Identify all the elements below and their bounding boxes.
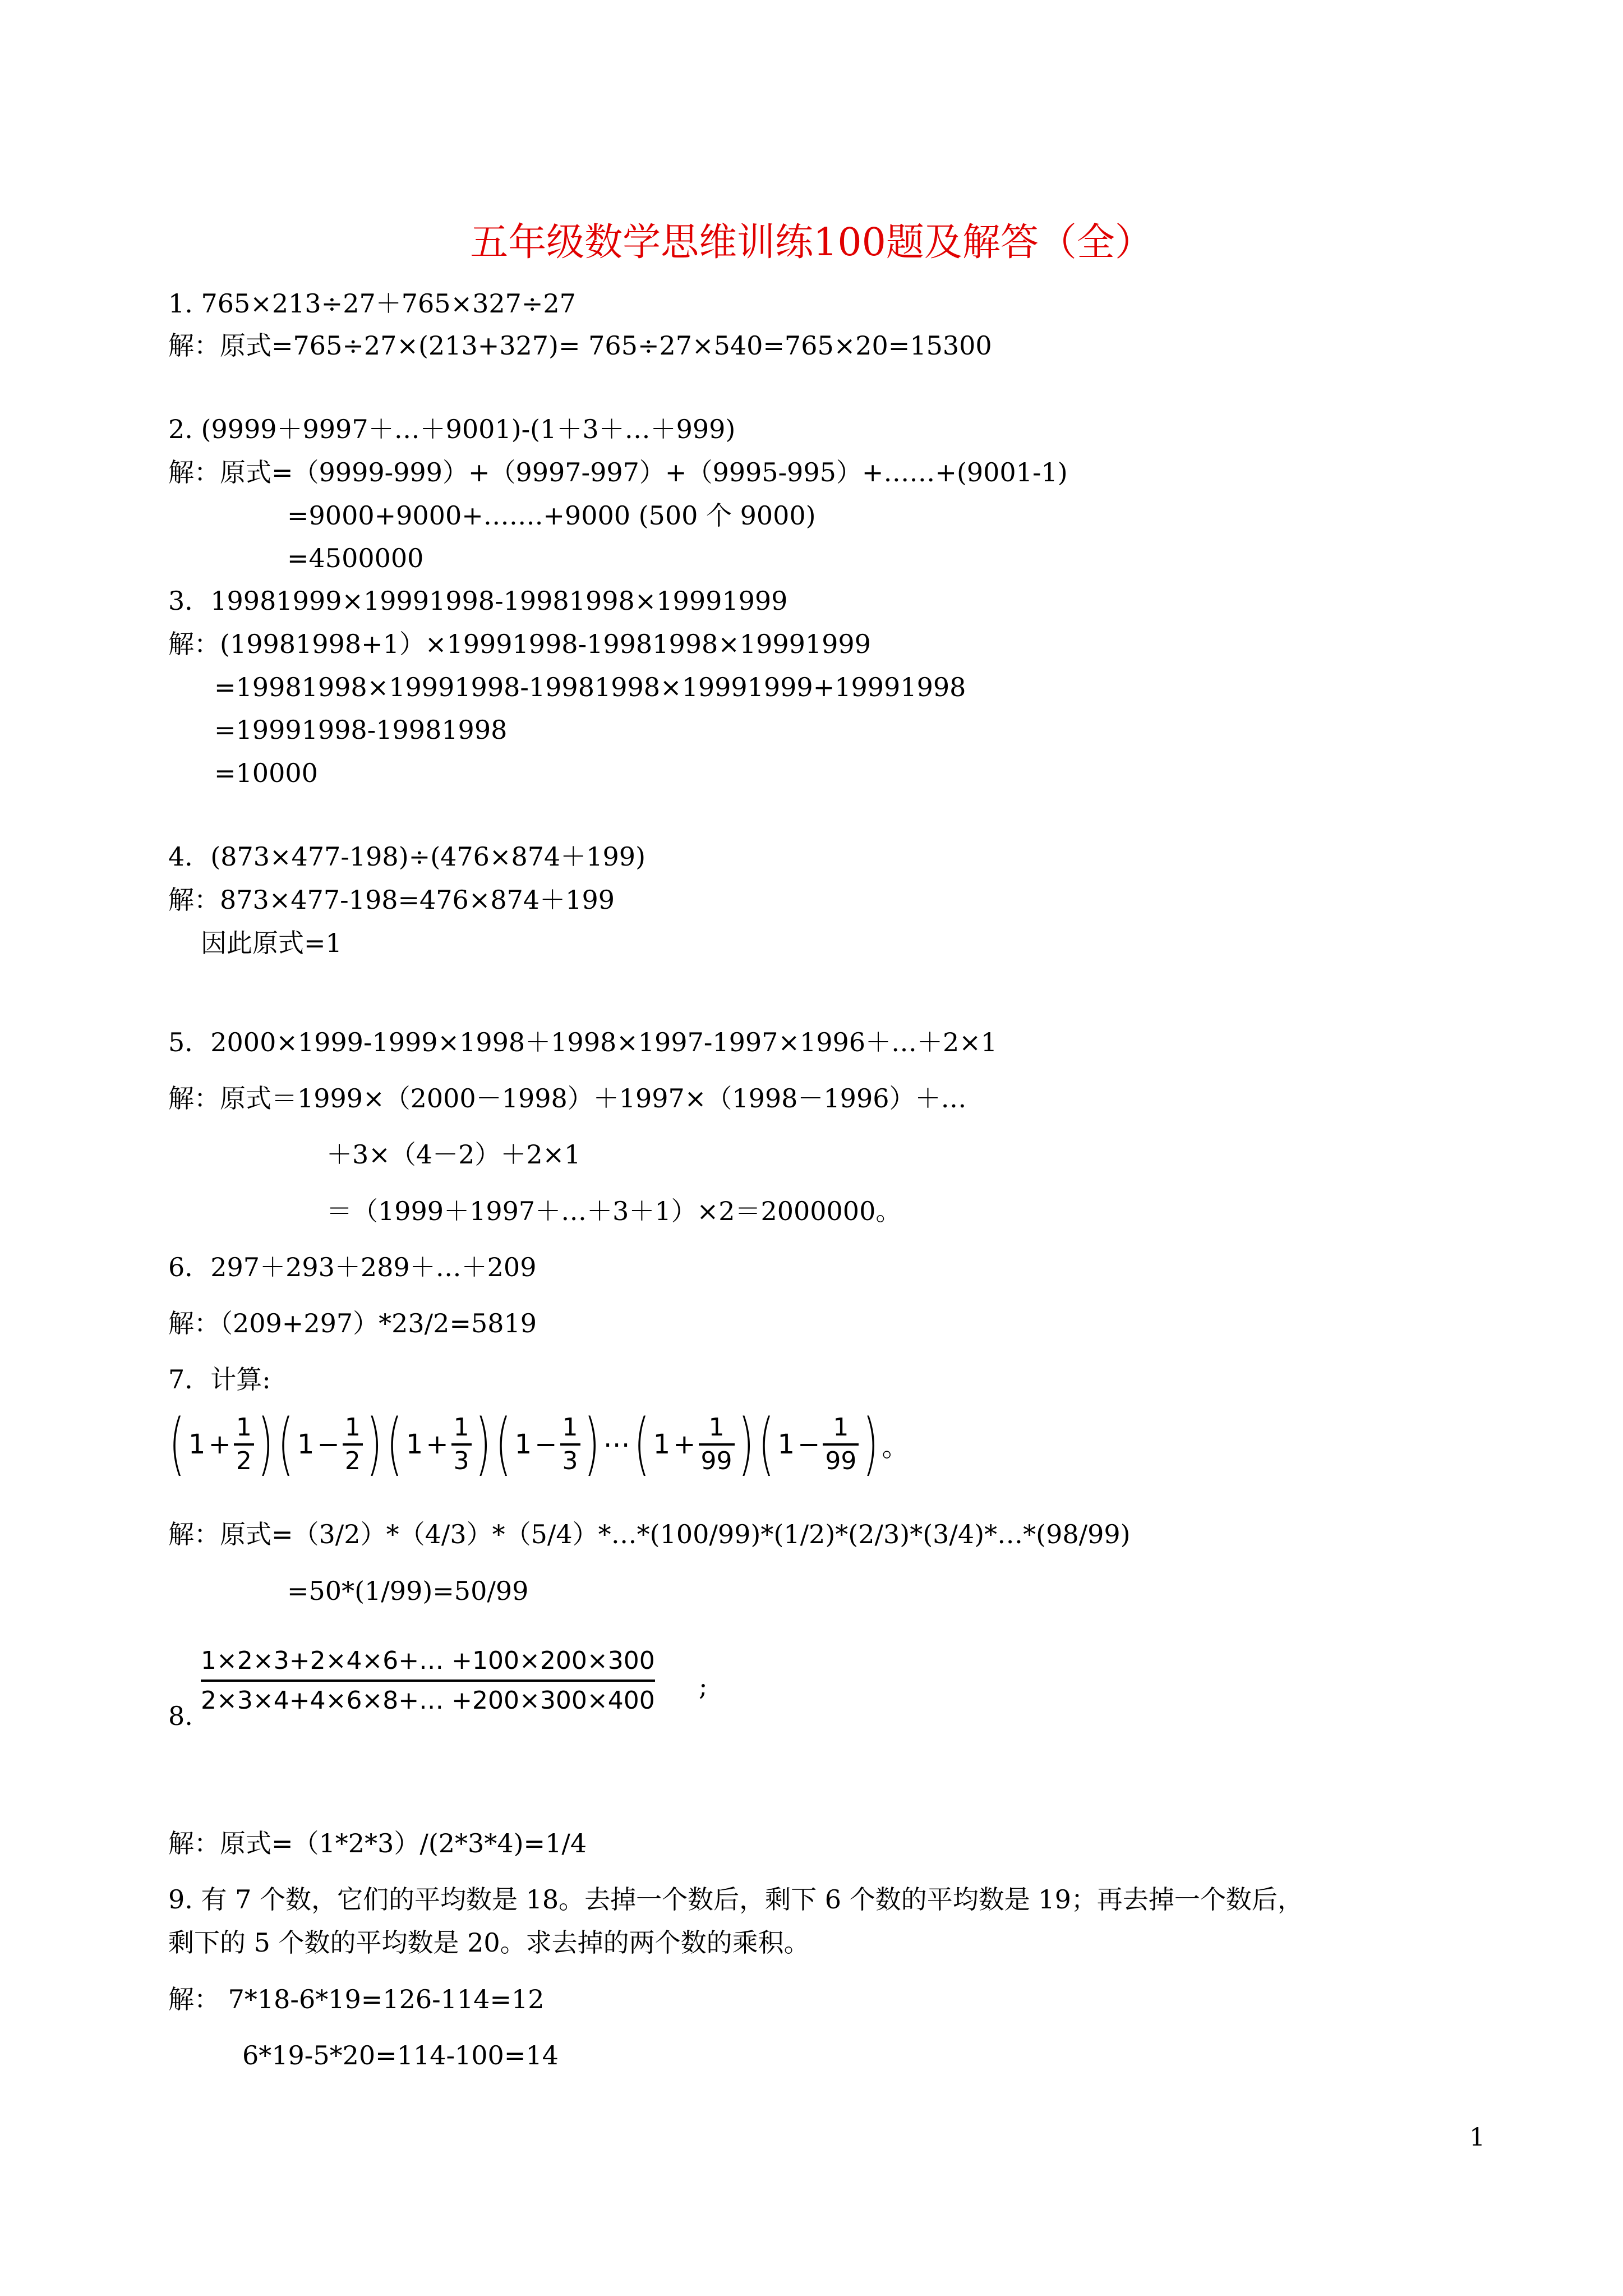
formula-term: 1 (297, 1429, 315, 1460)
formula-end-mark: 。 (882, 1431, 909, 1463)
problem-3-answer-line-3: =19991998-19981998 (214, 715, 508, 745)
problem-7-answer-line-1: 解：原式=（3/2）*（4/3）*（5/4）*…*(100/99)*(1/2)*(2/3)*(3/4)*…*(98/99) (168, 1519, 1131, 1549)
problem-4-question: 4．(873×477-198)÷(476×874＋199) (168, 841, 646, 872)
problem-3-answer-line-4: =10000 (214, 758, 318, 788)
page-title: 五年级数学思维训练100题及解答（全） (470, 220, 1153, 265)
problem-8-semicolon: ; (699, 1671, 708, 1701)
formula-term: 1 (514, 1429, 532, 1460)
problem-8-numerator: 1×2×3+2×4×6+… +100×200×300 (201, 1646, 655, 1675)
open-paren: ( (169, 1405, 185, 1483)
problem-2-question: 2. (9999＋9997＋…＋9001)-(1＋3＋…＋999) (168, 414, 736, 444)
problem-8-denominator: 2×3×4+4×6×8+… +200×300×400 (201, 1686, 655, 1715)
fraction-1-2: $\frac{1}{2}$ (234, 1415, 254, 1474)
problem-7-formula (168, 1405, 909, 1483)
problem-9-question-line-1: 9. 有 7 个数，它们的平均数是 18。去掉一个数后，剩下 6 个数的平均数是 19；再去掉一个数后， (168, 1884, 1303, 1915)
problem-1-question: 1. 765×213÷27＋765×327÷27 (168, 288, 576, 319)
close-paren: ) (257, 1405, 274, 1483)
problem-6-question: 6．297＋293＋289＋…＋209 (168, 1252, 537, 1282)
formula-term: 1 (777, 1429, 795, 1460)
open-paren: ( (634, 1405, 650, 1483)
problem-7-answer-line-2: =50*(1/99)=50/99 (287, 1576, 529, 1606)
problem-1-answer: 解：原式=765÷27×(213+327)= 765÷27×540=765×20=15300 (168, 330, 992, 361)
formula-operator: − (797, 1429, 820, 1460)
formula-ellipsis: ⋯ (603, 1429, 630, 1460)
problem-5-answer-line-3: ＝（1999＋1997＋…＋3＋1）×2＝2000000。 (326, 1196, 902, 1226)
open-paren: ( (278, 1405, 294, 1483)
formula-operator: + (426, 1429, 449, 1460)
problem-9-answer-line-2: 6*19-5*20=114-100=14 (242, 2040, 559, 2070)
problem-8-answer: 解：原式=（1*2*3）/(2*3*4)=1/4 (168, 1828, 587, 1858)
problem-8-label: 8. (168, 1701, 193, 1731)
formula-operator: − (534, 1429, 557, 1460)
fraction-1-3: $\frac{1}{3}$ (560, 1415, 580, 1474)
fraction-1-99: $\frac{1}{99}$ (699, 1415, 735, 1474)
problem-4-answer-line-2: 因此原式=1 (201, 928, 342, 958)
formula-operator: + (208, 1429, 231, 1460)
fraction-1-99: $\frac{1}{99}$ (823, 1415, 859, 1474)
page-number: 1 (1469, 2123, 1485, 2152)
close-paren: ) (366, 1405, 382, 1483)
fraction-1-3: $\frac{1}{3}$ (451, 1415, 472, 1474)
problem-9-question-line-2: 剩下的 5 个数的平均数是 20。求去掉的两个数的乘积。 (168, 1927, 810, 1958)
open-paren: ( (495, 1405, 511, 1483)
formula-term: 1 (188, 1429, 206, 1460)
close-paren: ) (584, 1405, 600, 1483)
problem-5-answer-line-1: 解：原式＝1999×（2000－1998）＋1997×（1998－1996）＋… (168, 1083, 967, 1114)
open-paren: ( (758, 1405, 774, 1483)
close-paren: ) (475, 1405, 491, 1483)
formula-operator: − (317, 1429, 340, 1460)
problem-6-answer: 解：（209+297）*23/2=5819 (168, 1308, 537, 1338)
formula-operator: + (673, 1429, 696, 1460)
formula-term: 1 (405, 1429, 423, 1460)
open-paren: ( (386, 1405, 403, 1483)
formula-term: 1 (653, 1429, 671, 1460)
problem-2-answer-line-1: 解：原式=（9999-999）+（9997-997）+（9995-995）+……+(9001-1) (168, 457, 1068, 487)
close-paren: ) (737, 1405, 754, 1483)
problem-5-answer-line-2: ＋3×（4－2）＋2×1 (326, 1139, 581, 1170)
problem-7-question: 7．计算: (168, 1364, 271, 1395)
problem-3-answer-line-1: 解：(19981998+1）×19991998-19981998×19991999 (168, 629, 871, 659)
problem-3-answer-line-2: =19981998×19991998-19981998×19991999+19991998 (214, 672, 966, 702)
problem-5-question: 5．2000×1999-1999×1998＋1998×1997-1997×1996＋…＋2×1 (168, 1027, 998, 1057)
fraction-1-2: $\frac{1}{2}$ (343, 1415, 363, 1474)
problem-4-answer-line-1: 解：873×477-198=476×874＋199 (168, 885, 615, 915)
problem-2-answer-line-2: =9000+9000+…….+9000 (500 个 9000) (287, 500, 816, 531)
problem-3-question: 3．19981999×19991998-19981998×19991999 (168, 586, 788, 616)
close-paren: ) (862, 1405, 878, 1483)
problem-2-answer-line-3: =4500000 (287, 543, 424, 573)
problem-8-fraction (201, 1646, 708, 1715)
problem-9-answer-line-1: 解： 7*18-6*19=126-114=12 (168, 1984, 545, 2014)
